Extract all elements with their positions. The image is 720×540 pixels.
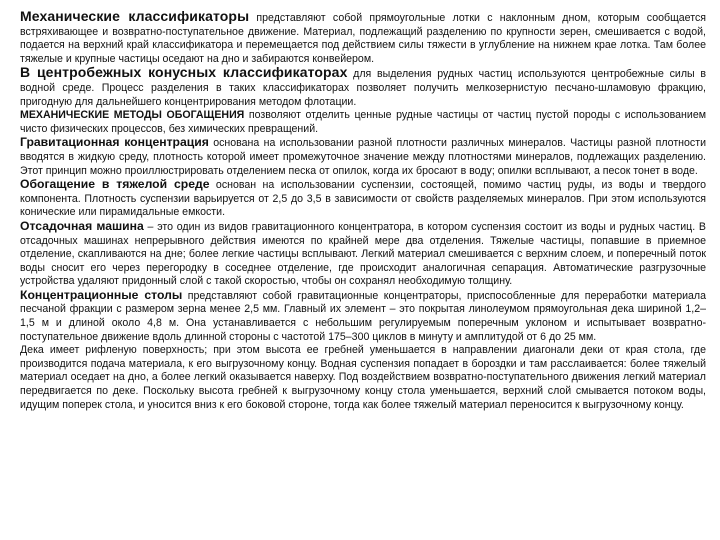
paragraph-heavy-media: [20, 178, 706, 220]
paragraph-text: позволяют отделить ценные рудные частицы от частиц пустой породы с использованием чисто физических процессов, без химических превращений.: [20, 109, 706, 135]
heading-jig: Отсадочная машина: [20, 218, 144, 233]
paragraph-text: Дека имеет рифленую поверхность; при этом высота ее гребней уменьшается в направлении диагонали деки от края стола, где производится подача материала, к его выгрузочному концу. Водная суспензия попадает в бороздки и там расслаивается: более тяжелый материал оседает на дно, а более легкий оказывается наверху. Под воздействием возвратно-поступательного движения легкий материал передвигается по деке. Поскольку высота гребней к выгрузочному концу стола уменьшается, верхний слой смывается потоком воды, идущим поперек стола, и уносится вниз к его боковой стороне, тогда как более тяжелый материал переносится к выгрузочному концу.: [20, 344, 706, 411]
paragraph-text: основана на использовании разной плотности различных минералов. Частицы разной плотности вводятся в жидкую среду, плотность которой имеет промежуточное значение между плотностями минералов, подлежащих разделению. Этот принцип можно проиллюстрировать отделением песка от опилок, когда их бросают в воду; опилки всплывают, а песок тонет в воде.: [20, 137, 706, 177]
paragraph-deck: [20, 344, 706, 412]
paragraph-text: представляют собой прямоугольные лотки с наклонным дном, которым сообщается встряхивающее и возвратно-поступательное движение. Материал, подлежащий разделению по крупности зерен, смешивается с водой, подается на верхний край классификатора и перемещается под действием силы тяжести в углубление на нижнем крае лотка. Там более тяжелые и крупные частицы оседают на дно и забираются конвейером.: [20, 12, 706, 65]
paragraph-gravity-concentration: [20, 136, 706, 178]
paragraph-text: для выделения рудных частиц используются центробежные силы в водной среде. Процесс разделения в таких классификаторах позволяет получить мелкозернистую песчано-шламовую фракцию, пригодную для дальнейшего концентрирования методом флотации.: [20, 68, 706, 108]
paragraph-text: основан на использовании суспензии, состоящей, помимо частиц руды, из воды и твердого компонента. Плотность суспензии варьируется от 2,5 до 3,5 в зависимости от свойств разделяемых минералов. При этом используются конические или пирамидальные емкости.: [20, 179, 706, 219]
paragraph-text: представляют собой гравитационные концентраторы, приспособленные для переработки материала песчаной фракции с размером зерна менее 2,5 мм. Главный их элемент – это покрытая линолеумом прямоугольная дека шириной 1,2–1,5 м и длиной около 4,8 м. Она устанавливается с небольшим регулируемым поперечным уклоном и испытывает возвратно-поступательное движение вдоль длинной стороны с частотой 175–300 циклов в минуту и амплитудой от 6 до 25 мм.: [20, 289, 706, 343]
paragraph-mechanical-methods: [20, 109, 706, 136]
heading-mechanical-methods: МЕХАНИЧЕСКИЕ МЕТОДЫ ОБОГАЩЕНИЯ: [20, 109, 245, 122]
heading-concentration-tables: Концентрационные столы: [20, 287, 183, 302]
paragraph-jig: [20, 220, 706, 289]
heading-gravity-concentration: Гравитационная концентрация: [20, 135, 209, 150]
heading-mechanical-classifiers: Механические классификаторы: [20, 8, 250, 24]
paragraph-centrifugal-classifiers: [20, 66, 706, 109]
heading-centrifugal-classifiers: В центробежных конусных классификаторах: [20, 64, 348, 81]
heading-heavy-media: Обогащение в тяжелой среде: [20, 177, 210, 192]
paragraph-text: – это один из видов гравитационного концентратора, в котором суспензия состоит из воды и рудных частиц. В отсадочных машинах непрерывного действия имеются по крайней мере два отделения. Тяжелые частицы, попавшие в приемное отделение, скапливаются на дне; более легкие частицы всплывают. Легкий материал смешивается с верхним слоем, и поперечный поток воды сносит его через перегородку в соседнее отделение, где происходит аналогичная сепарация. Автоматические разгрузочные устройства удаляют придонный слой с такой скоростью, чтобы он сохранял необходимую толщину.: [20, 220, 706, 288]
paragraph-mechanical-classifiers: [20, 10, 706, 66]
paragraph-concentration-tables: [20, 289, 706, 344]
